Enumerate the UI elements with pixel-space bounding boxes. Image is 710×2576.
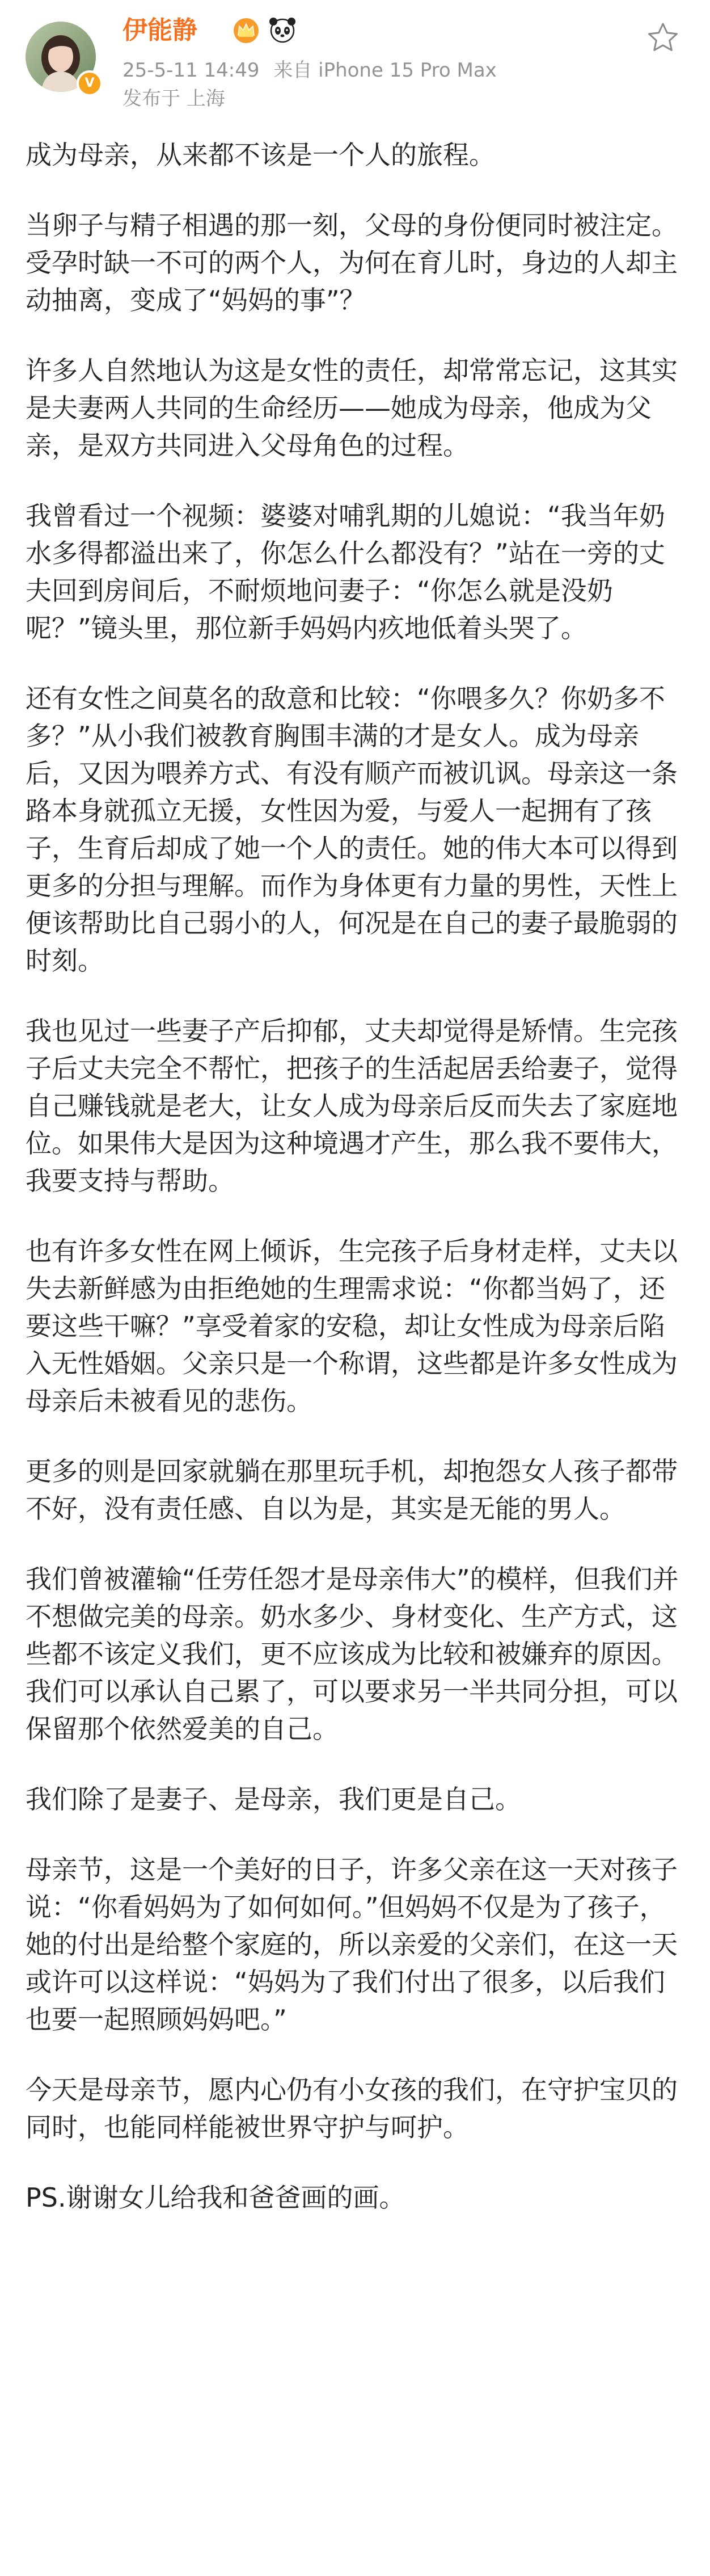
post-paragraph: 今天是母亲节，愿内心仍有小女孩的我们，在守护宝贝的同时，也能同样能被世界守护与呵护。 [26, 2074, 678, 2143]
post-paragraph: PS.谢谢女儿给我和爸爸画的画。 [26, 2182, 405, 2213]
post-paragraph: 成为母亲，从来都不该是一个人的旅程。 [26, 140, 495, 170]
post-paragraph: 母亲节，这是一个美好的日子，许多父亲在这一天对孩子说：“你看妈妈为了如何如何。”但妈妈不仅是为了孩子，她的付出是给整个家庭的，所以亲爱的父亲们，在这一天或许可以这样说：“妈妈为了我们付出了很多，以后我们也要一起照顾妈妈吧。” [26, 1854, 678, 2035]
author-badges [231, 15, 305, 47]
crown-icon [234, 18, 259, 43]
favorite-button[interactable] [645, 20, 681, 56]
star-icon [645, 20, 681, 56]
post-body [26, 136, 689, 2249]
post-paragraph: 当卵子与精子相遇的那一刻，父母的身份便同时被注定。受孕时缺一不可的两个人，为何在育儿时，身边的人却主动抽离，变成了“妈妈的事”？ [26, 210, 678, 315]
post-paragraph: 更多的则是回家就躺在那里玩手机，却抱怨女人孩子都带不好，没有责任感、自以为是，其实是无能的男人。 [26, 1456, 678, 1524]
post-source: 来自 iPhone 15 Pro Max [273, 59, 497, 82]
post-paragraph: 我曾看过一个视频：婆婆对哺乳期的儿媳说：“我当年奶水多得都溢出来了，你怎么什么都没有？”站在一旁的丈夫回到房间后，不耐烦地问妻子：“你怎么就是没奶呢？”镜头里，那位新手妈妈内疚地低着头哭了。 [26, 500, 665, 643]
post-paragraph: 也有许多女性在网上倾诉，生完孩子后身材走样，丈夫以失去新鲜感为由拒绝她的生理需求说：“你都当妈了，还要这些干嘛？”享受着家的安稳，却让女性成为母亲后陷入无性婚姻。父亲只是一个称谓，这些都是许多女性成为母亲后未被看见的悲伤。 [26, 1236, 678, 1416]
post-paragraph: 我也见过一些妻子产后抑郁，丈夫却觉得是矫情。生完孩子后丈夫完全不帮忙，把孩子的生活起居丢给妻子，觉得自己赚钱就是老大，让女人成为母亲后反而失去了家庭地位。如果伟大是因为这种境遇才产生，那么我不要伟大，我要支持与帮助。 [26, 1016, 678, 1196]
post-paragraph: 我们曾被灌输“任劳任怨才是母亲伟大”的模样，但我们并不想做完美的母亲。奶水多少、身材变化、生产方式，这些都不该定义我们，更不应该成为比较和被嫌弃的原因。我们可以承认自己累了，可以要求另一半共同分担，可以保留那个依然爱美的自己。 [26, 1564, 679, 1744]
post-paragraph: 我们除了是妻子、是母亲，我们更是自己。 [26, 1784, 521, 1815]
verified-badge: V [77, 70, 103, 96]
author-name[interactable]: 伊能静 [122, 16, 197, 45]
post-meta [122, 57, 505, 84]
post-location: 发布于 上海 [122, 87, 225, 110]
post-paragraph: 许多人自然地认为这是女性的责任，却常常忘记，这其实是夫妻两人共同的生命经历——她成为母亲，他成为父亲，是双方共同进入父母角色的过程。 [26, 355, 678, 461]
panda-icon [269, 18, 295, 42]
post-date: 25-5-11 14:49 [122, 59, 260, 82]
post-paragraph: 还有女性之间莫名的敌意和比较：“你喂多久？你奶多不多？”从小我们被教育胸围丰满的才是女人。成为母亲后，又因为喂养方式、有没有顺产而被讥讽。母亲这一条路本身就孤立无援，女性因为爱，与爱人一起拥有了孩子，生育后却成了她一个人的责任。她的伟大本可以得到更多的分担与理解。而作为身体更有力量的男性，天性上便该帮助比自己弱小的人，何况是在自己的妻子最脆弱的时刻。 [26, 683, 678, 976]
post-header [0, 0, 710, 128]
